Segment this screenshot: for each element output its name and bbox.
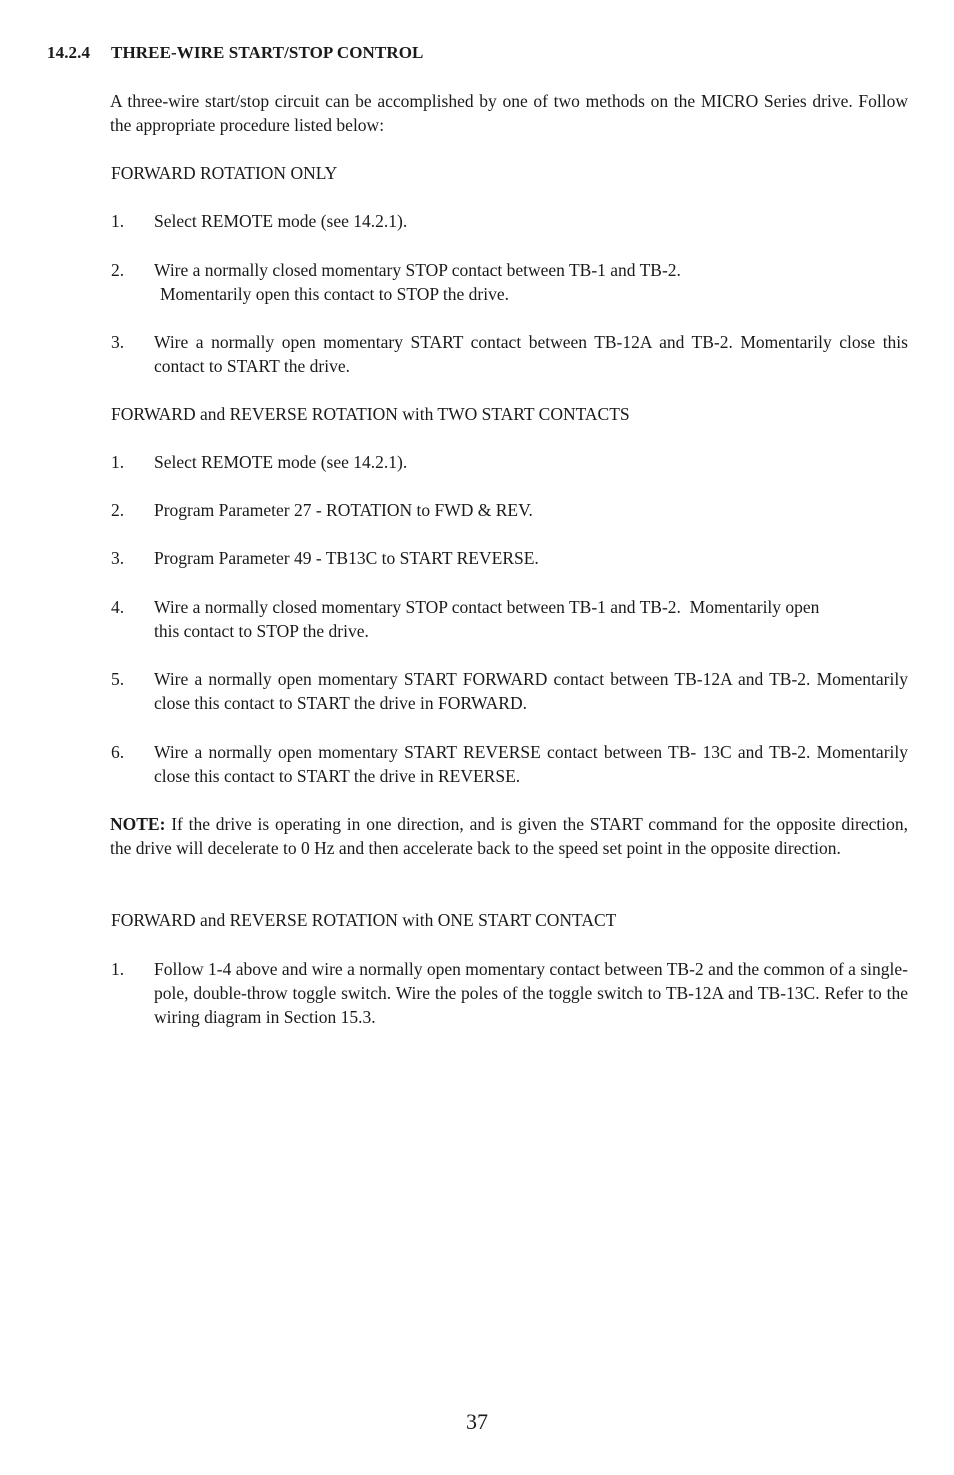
list-item-text: Program Parameter 49 - TB13C to START REVERSE. [154,548,539,568]
list-item-text-line: Wire a normally closed momentary STOP contact between TB-1 and TB-2. [154,260,681,280]
list-item [111,740,908,788]
list-item-number: 2. [111,500,125,520]
list-item-text-line: Momentarily open this contact to STOP the drive. [160,284,509,304]
list-item [111,330,908,378]
list-item-text: Program Parameter 27 - ROTATION to FWD & REV. [154,500,533,520]
list-item [111,498,908,522]
list-item [111,258,908,306]
intro-paragraph: A three-wire start/stop circuit can be accomplished by one of two methods on the MICRO Series drive. Follow the appropriate procedure listed below: [110,91,908,135]
list-item-text: Select REMOTE mode (see 14.2.1). [154,452,408,472]
note-text: If the drive is operating in one direction, and is given the START command for the opposite direction, the drive will decelerate to 0 Hz and then accelerate back to the speed set point in the opposite direction. [110,814,909,858]
subheading-one-start: FORWARD and REVERSE ROTATION with ONE START CONTACT [111,910,617,930]
list-item-text: Select REMOTE mode (see 14.2.1). [154,211,408,231]
list-item-text-line: Wire a normally closed momentary STOP contact between TB-1 and TB-2. Momentarily open [154,597,820,617]
list-item-number: 5. [111,669,125,689]
list-item-number: 1. [111,211,125,231]
section-number: 14.2.4 [47,43,91,62]
section-heading [47,41,423,65]
list-item [111,209,908,233]
page-number: 37 [466,1409,488,1434]
section-title: THREE-WIRE START/STOP CONTROL [111,43,424,62]
list-item [111,595,908,643]
subheading-two-start: FORWARD and REVERSE ROTATION with TWO START CONTACTS [111,404,630,424]
list-item-number: 6. [111,742,125,762]
list-item-number: 1. [111,452,125,472]
list-item-number: 2. [111,260,125,280]
list-item-number: 3. [111,548,125,568]
list-item-text: Follow 1-4 above and wire a normally open momentary contact between TB-2 and the common of a single-pole, double-throw toggle switch. Wire the poles of the toggle switch to TB-12A and TB-13C. Refer to the wiring diagram in Section 15.3. [154,959,908,1027]
note-label: NOTE: [110,814,166,834]
list-item-number: 3. [111,332,125,352]
list-item-number: 4. [111,597,125,617]
list-item-text-line: this contact to STOP the drive. [154,621,369,641]
subheading-forward-only: FORWARD ROTATION ONLY [111,163,338,183]
list-item-number: 1. [111,959,125,979]
list-item [111,546,908,570]
list-item [111,957,908,1029]
list-item [111,450,908,474]
list-item-text: Wire a normally open momentary START contact between TB-12A and TB-2. Momentarily close this contact to START the drive. [154,332,908,376]
list-item-text: Wire a normally open momentary START REVERSE contact between TB- 13C and TB-2. Momentarily close this contact to START the drive in REVERSE. [154,742,908,786]
list-item [111,667,908,715]
list-item-text: Wire a normally open momentary START FORWARD contact between TB-12A and TB-2. Momentarily close this contact to START the drive in FORWARD. [154,669,908,713]
note-paragraph [110,812,908,860]
